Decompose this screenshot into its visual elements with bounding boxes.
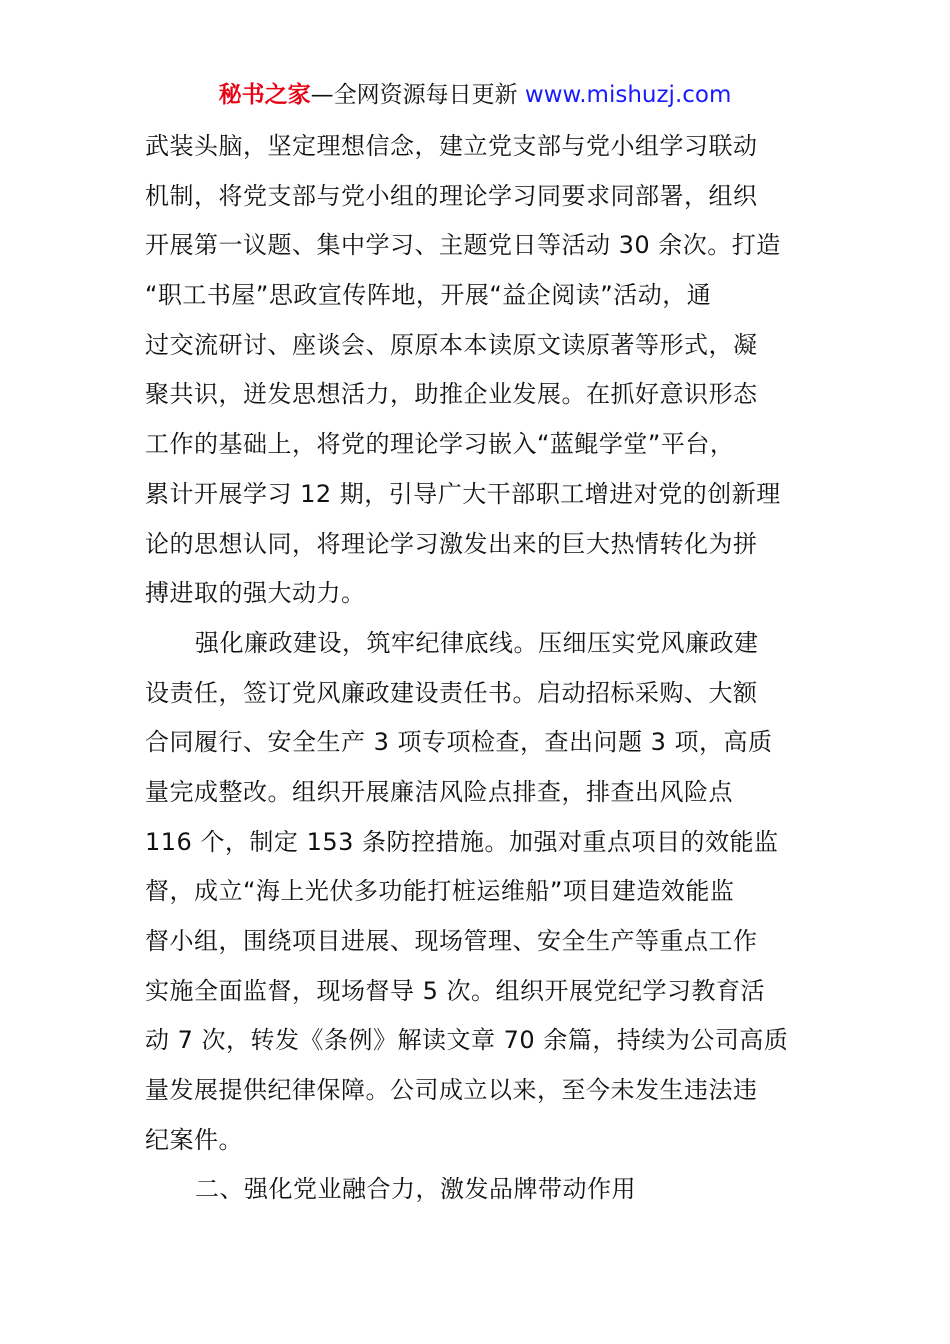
paragraph-line: 武装头脑，坚定理想信念，建立党支部与党小组学习联动: [145, 132, 758, 160]
section-heading: 二、强化党业融合力，激发品牌带动作用: [195, 1175, 636, 1204]
paragraph-line: 强化廉政建设，筑牢纪律底线。压细压实党风廉政建: [195, 628, 759, 657]
paragraph-line: 督，成立“海上光伏多功能打桩运维船”项目建造效能监: [145, 877, 735, 906]
site-url-link[interactable]: www.mishuzj.com: [524, 82, 732, 108]
paragraph-party-study: [145, 122, 809, 619]
paragraph-line: 论的思想认同，将理论学习激发出来的巨大热情转化为拼: [145, 529, 758, 558]
paragraph-line: 合同履行、安全生产 3 项专项检查，查出问题 3 项，高质: [145, 728, 773, 757]
paragraph-line: 设责任，签订党风廉政建设责任书。启动招标采购、大额: [145, 678, 758, 707]
site-header: [0, 78, 950, 112]
site-slogan: —全网资源每日更新: [310, 82, 525, 108]
paragraph-line: 动 7 次，转发《条例》解读文章 70 余篇，持续为公司高质: [145, 1026, 789, 1055]
paragraph-line: 搏进取的强大动力。: [145, 579, 366, 608]
paragraph-line: 量发展提供纪律保障。公司成立以来，至今未发生违法违: [145, 1076, 758, 1105]
paragraph-line: 督小组，围绕项目进展、现场管理、安全生产等重点工作: [145, 927, 758, 955]
paragraph-line: 实施全面监督，现场督导 5 次。组织开展党纪学习教育活: [145, 976, 766, 1005]
paragraph-line: 纪案件。: [145, 1125, 243, 1154]
paragraph-line: 聚共识，迸发思想活力，助推企业发展。在抓好意识形态: [145, 380, 758, 409]
site-brand: 秘书之家: [218, 82, 311, 108]
paragraph-line: 累计开展学习 12 期，引导广大干部职工增进对党的创新理: [145, 479, 781, 508]
paragraph-line: “职工书屋”思政宣传阵地，开展“益企阅读”活动，通: [145, 281, 712, 310]
paragraph-line: 工作的基础上，将党的理论学习嵌入“蓝鲲学堂”平台，: [145, 430, 735, 459]
paragraph-line: 机制，将党支部与党小组的理论学习同要求同部署，组织: [145, 181, 758, 210]
paragraph-line: 116 个，制定 153 条防控措施。加强对重点项目的效能监: [145, 827, 779, 856]
paragraph-integrity: [145, 619, 809, 1166]
document-body: [145, 122, 809, 1215]
paragraph-line: 开展第一议题、集中学习、主题党日等活动 30 余次。打造: [145, 231, 781, 260]
paragraph-line: 过交流研讨、座谈会、原原本本读原文读原著等形式，凝: [145, 330, 758, 359]
paragraph-line: 量完成整改。组织开展廉洁风险点排查，排查出风险点: [145, 777, 733, 806]
